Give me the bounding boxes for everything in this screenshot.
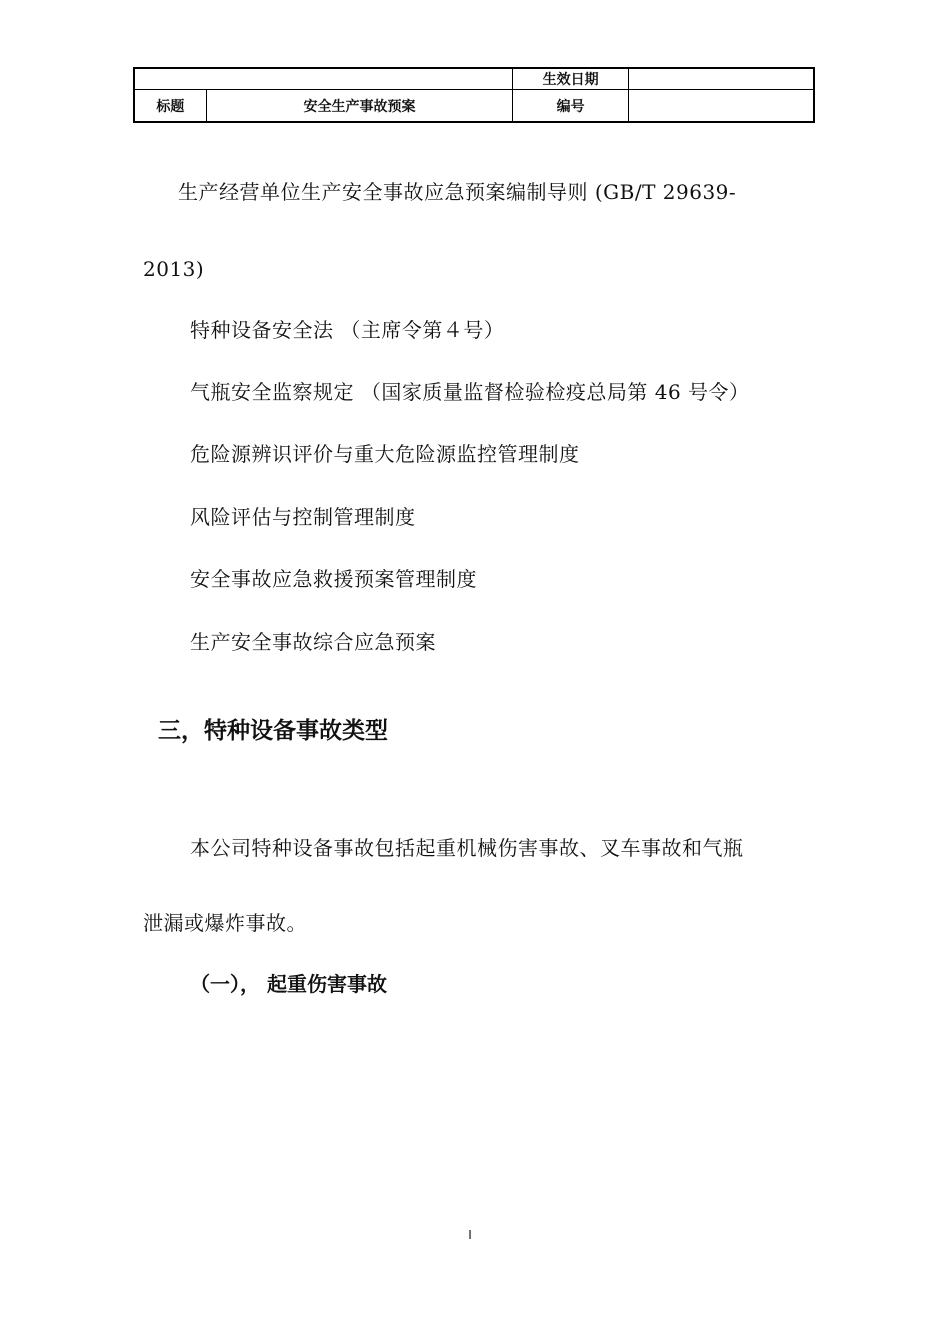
reference-item-3: 气瓶安全监察规定 （国家质量监督检验检疫总局第 46 号令）: [190, 380, 750, 404]
effective-date-value: [628, 68, 814, 90]
section-3-subheading: （一）， 起重伤害事故: [190, 972, 387, 996]
reference-item-1-line-2: 2013): [143, 257, 205, 281]
number-value: [628, 90, 814, 123]
reference-item-1-line-1: 生产经营单位生产安全事故应急预案编制导则 (GB/T 29639-: [178, 180, 737, 204]
reference-item-7: 生产安全事故综合应急预案: [190, 630, 436, 654]
page-number: I: [468, 1228, 472, 1242]
reference-item-4: 危险源辨识评价与重大危险源监控管理制度: [190, 442, 580, 466]
title-label: 标题: [134, 90, 206, 123]
document-header-table: [133, 67, 815, 123]
number-label: 编号: [513, 90, 629, 123]
section-3-body-line-1: 本公司特种设备事故包括起重机械伤害事故、叉车事故和气瓶: [190, 836, 744, 860]
section-3-body-line-2: 泄漏或爆炸事故。: [143, 911, 307, 935]
reference-item-6: 安全事故应急救援预案管理制度: [190, 567, 477, 591]
title-value: 安全生产事故预案: [206, 90, 513, 123]
reference-item-2: 特种设备安全法 （主席令第４号）: [190, 318, 505, 342]
reference-item-5: 风险评估与控制管理制度: [190, 505, 416, 529]
header-blank-cell: [134, 68, 513, 90]
effective-date-label: 生效日期: [513, 68, 629, 90]
section-3-heading: 三，特种设备事故类型: [158, 718, 388, 744]
